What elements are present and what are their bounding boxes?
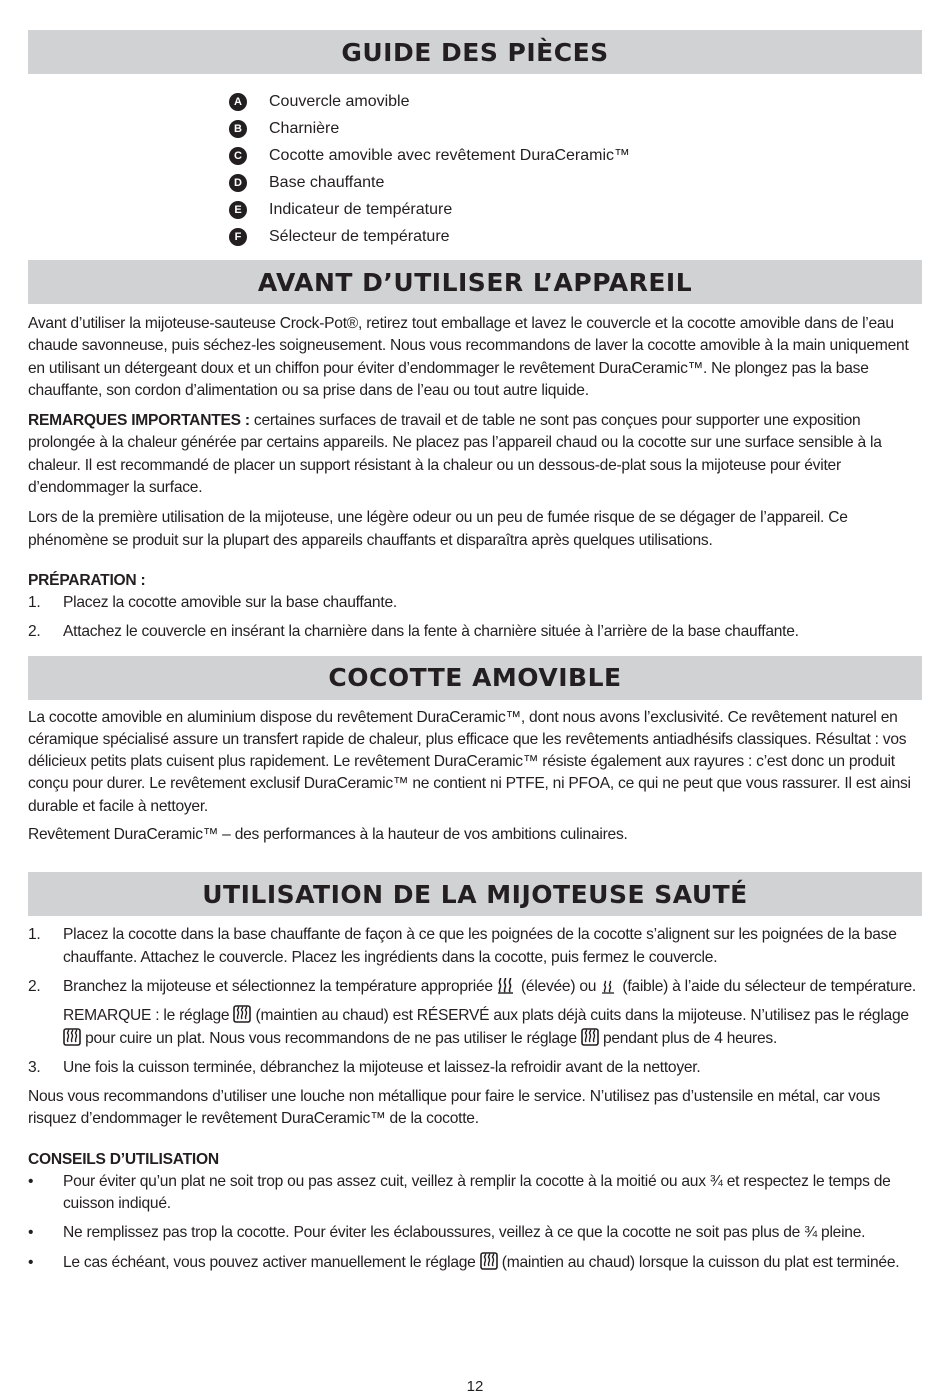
step-text: Placez la cocotte amovible sur la base chauffante.: [63, 593, 397, 611]
usage-steps-cont: [28, 1057, 922, 1079]
text-segment: Branchez la mijoteuse et sélectionnez la température appropriée: [63, 977, 497, 995]
part-letter-badge: A: [229, 93, 247, 111]
list-item: [229, 196, 922, 223]
pot-header: [28, 656, 922, 700]
text-segment: pendant plus de 4 heures.: [598, 1029, 778, 1047]
important-notes-paragraph: [28, 410, 922, 499]
parts-guide-header: [28, 30, 922, 74]
before-use-title: AVANT D’UTILISER L’APPAREIL: [257, 267, 693, 297]
paragraph-text: certaines surfaces de travail et de table ne sont pas conçues pour supporter une exposition prolongée à la chaleur générée par certains appareils. Ne placez pas l’appareil chaud ou la cocotte sur une surface sensible à la chaleur. Il est recommandé de placer un support résistant à la chaleur ou un dessous-de-plat sous la mijoteuse pour éviter d’endommager la surface.: [28, 412, 882, 497]
part-letter-badge: F: [229, 228, 247, 246]
low-heat-icon: [600, 978, 618, 994]
part-letter-badge: C: [229, 147, 247, 165]
list-item: [229, 88, 922, 115]
important-notes-label: REMARQUES IMPORTANTES :: [28, 412, 250, 430]
usage-steps: [28, 924, 922, 998]
tips-list: [28, 1171, 922, 1274]
step-number: 3.: [28, 1058, 41, 1076]
tip-text: Pour éviter qu’un plat ne soit trop ou pas assez cuit, veillez à remplir la cocotte à la moitié ou aux ¾ et respectez le temps de cuisson indiqué.: [63, 1172, 891, 1213]
usage-title: UTILISATION DE LA MIJOTEUSE SAUTÉ: [202, 879, 748, 909]
list-item: [28, 1252, 922, 1274]
usage-header: [28, 872, 922, 916]
part-label: Base chauffante: [269, 173, 385, 191]
preparation-heading: PRÉPARATION :: [28, 571, 146, 589]
text-segment: (faible) à l’aide du sélecteur de température.: [618, 977, 917, 995]
part-label: Sélecteur de température: [269, 227, 450, 245]
pot-title: COCOTTE AMOVIBLE: [328, 663, 622, 693]
tips-heading: CONSEILS D’UTILISATION: [28, 1150, 219, 1168]
step-number: 1.: [28, 926, 41, 944]
part-label: Indicateur de température: [269, 200, 453, 218]
list-item: [28, 1057, 922, 1079]
text-segment: REMARQUE : le réglage: [63, 1007, 234, 1025]
step-text: Placez la cocotte dans la base chauffante de façon à ce que les poignées de la cocotte s’alignent sur les poignées de la base chauffante. Attachez le couvercle. Placez les ingrédients dans la cocotte, puis fermez le couvercle.: [63, 926, 897, 966]
bullet: •: [28, 1224, 34, 1242]
parts-guide-title: GUIDE DES PIÈCES: [341, 37, 609, 67]
tip-text: Ne remplissez pas trop la cocotte. Pour éviter les éclaboussures, veillez à ce que la cocotte ne soit pas plus de ¾ pleine.: [63, 1224, 866, 1242]
tip-text: [63, 1252, 922, 1274]
keep-warm-icon: [480, 1252, 498, 1270]
keep-warm-icon: [581, 1028, 599, 1046]
part-letter-badge: B: [229, 120, 247, 138]
text-segment: (maintien au chaud) lorsque la cuisson du plat est terminée.: [497, 1253, 900, 1271]
step-number: 1.: [28, 593, 41, 611]
warning-text: Ne plongez pas la base chauffante, son cordon d’alimentation ou sa prise dans de l’eau ou tout autre liquide.: [28, 359, 869, 399]
text-segment: (élevée) ou: [516, 977, 601, 995]
keep-warm-icon: [63, 1028, 81, 1046]
first-use-paragraph: Lors de la première utilisation de la mijoteuse, une légère odeur ou un peu de fumée risque de se dégager de l’appareil. Ce phénomène se produit sur la plupart des appareils chauffants et disparaîtra après quelques utilisations.: [28, 509, 848, 549]
manual-page: [28, 30, 922, 1281]
paragraph-text: Avant d’utiliser la mijoteuse-sauteuse Crock-Pot®, retirez tout emballage et lavez le couvercle et la cocotte amovible dans de l’eau chaude savonneuse, puis séchez-les soigneusement. Nous vous recommandons de laver la cocotte amovible à la main uniquement en utilisant un détergeant doux et un chiffon pour éviter d’endommager le revêtement DuraCeramic™.: [28, 315, 909, 377]
text-segment: (maintien au chaud) est RÉSERVÉ aux plats déjà cuits dans la mijoteuse. N’utilisez pas le réglage: [251, 1007, 909, 1025]
list-item: [28, 976, 922, 998]
list-item: [28, 621, 922, 643]
parts-list: [229, 88, 922, 250]
pot-tagline: Revêtement DuraCeramic™ – des performances à la hauteur de vos ambitions culinaires.: [28, 826, 628, 844]
high-heat-icon: [497, 978, 517, 994]
list-item: [229, 115, 922, 142]
preparation-steps: [28, 592, 922, 644]
page-number: 12: [466, 1378, 484, 1395]
list-item: [28, 1222, 922, 1244]
part-letter-badge: D: [229, 174, 247, 192]
keep-warm-icon: [233, 1005, 251, 1023]
list-item: [229, 142, 922, 169]
list-item: [229, 223, 922, 250]
bullet: •: [28, 1253, 34, 1271]
before-use-header: [28, 260, 922, 304]
pot-paragraph: La cocotte amovible en aluminium dispose du revêtement DuraCeramic™, dont nous avons l’exclusivité. Ce revêtement naturel en céramique spécialisé assure un transfert rapide de chaleur, plus efficace que les revêtements antiadhésifs classiques. Résultat : vos délicieux petits plats cuisent plus rapidement. Le revêtement DuraCeramic™ résiste également aux rayures : c’est donc un produit conçu pour durer. Le revêtement exclusif DuraCeramic™ ne contient ni PTFE, ni PFOA, ce qui ne peut que vous rassurer. Il est ainsi durable et facile à nettoyer.: [28, 708, 911, 815]
list-item: [28, 1171, 922, 1216]
part-label: Cocotte amovible avec revêtement DuraCeramic™: [269, 146, 631, 164]
ladle-paragraph: Nous vous recommandons d’utiliser une louche non métallique pour faire le service. N’utilisez pas d’ustensile en métal, car vous risquez d’endommager le revêtement DuraCeramic™ de la cocotte.: [28, 1088, 881, 1128]
list-item: [28, 592, 922, 614]
text-segment: pour cuire un plat. Nous vous recommandons de ne pas utiliser le réglage: [81, 1029, 581, 1047]
text-segment: Le cas échéant, vous pouvez activer manuellement le réglage: [63, 1253, 480, 1271]
part-label: Charnière: [269, 119, 340, 137]
list-item: [28, 924, 922, 969]
before-use-paragraph: [28, 313, 922, 402]
step-number: 2.: [28, 623, 41, 641]
step-text: [63, 976, 922, 998]
bullet: •: [28, 1172, 34, 1190]
part-letter-badge: E: [229, 201, 247, 219]
step-number: 2.: [28, 977, 41, 995]
part-label: Couvercle amovible: [269, 92, 410, 110]
step-text: Attachez le couvercle en insérant la charnière dans la fente à charnière située à l’arrière de la base chauffante.: [63, 623, 799, 641]
list-item: [229, 169, 922, 196]
keep-warm-note: [63, 1005, 922, 1050]
step-text: Une fois la cuisson terminée, débranchez la mijoteuse et laissez-la refroidir avant de la nettoyer.: [63, 1058, 701, 1076]
